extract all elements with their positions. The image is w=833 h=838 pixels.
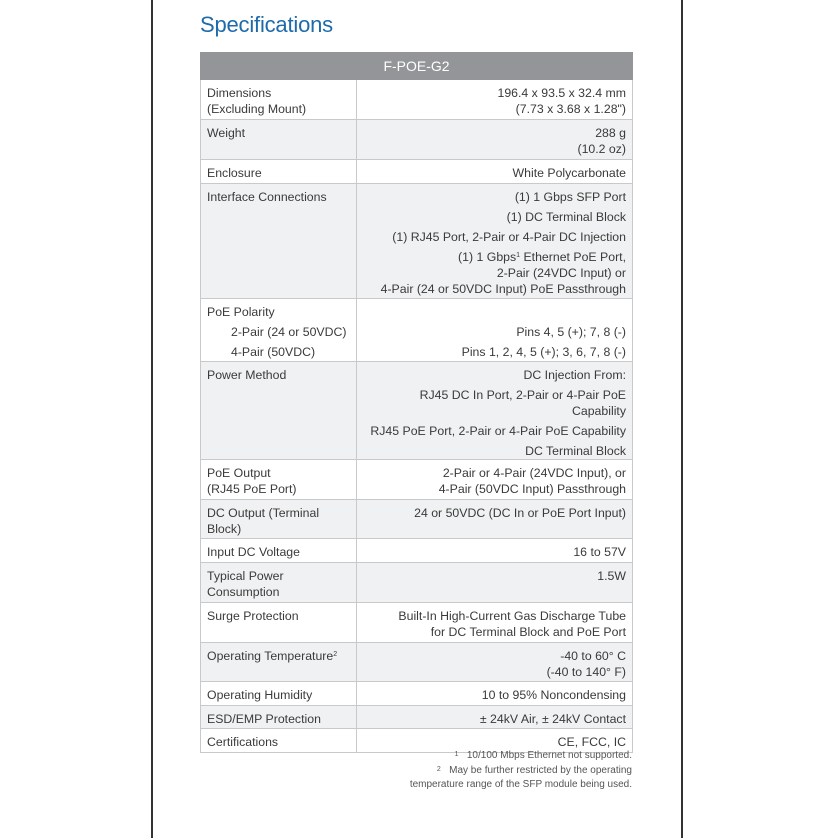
spec-table [200,52,633,753]
row-value: 1.5W [597,569,626,583]
row-value: ± 24kV Air, ± 24kV Contact [479,712,626,726]
row-label: Power Method [207,368,287,382]
row-label: Certifications [207,735,279,749]
row-label: Operating Humidity [207,688,313,702]
row-value: CE, FCC, IC [557,735,626,749]
row-label: Dimensions [207,86,272,100]
row-label: Operating Temperature [207,649,334,663]
table-row [201,539,633,563]
row-label: (Excluding Mount) [207,102,307,116]
row-label: Input DC Voltage [207,545,300,559]
row-value: 4-Pair (50VDC Input) Passthrough [438,482,626,496]
row-value: for DC Terminal Block and PoE Port [430,625,626,639]
row-value: 2-Pair or 4-Pair (24VDC Input), or [442,466,626,480]
row-label: PoE Output [207,466,271,480]
row-value: DC Terminal Block [525,444,626,458]
row-label: Block) [207,522,242,536]
row-value: 2-Pair (24VDC Input) or [496,266,626,280]
table-row [201,563,633,603]
row-value: (-40 to 140° F) [546,665,626,679]
row-label: Interface Connections [207,190,327,204]
row-label: Typical Power [207,569,284,583]
row-value: 16 to 57V [573,545,626,559]
row-value: (10.2 oz) [577,142,626,156]
table-row [201,299,633,362]
row-label: ESD/EMP Protection [207,712,321,726]
row-value: -40 to 60° C [560,649,626,663]
row-value: (1) 1 Gbps SFP Port [514,190,626,204]
row-value: (1) DC Terminal Block [506,210,626,224]
row-value: 4-Pair (24 or 50VDC Input) PoE Passthrough [380,282,626,296]
table-row [201,706,633,729]
table-row [201,460,633,500]
row-value: 196.4 x 93.5 x 32.4 mm [497,86,626,100]
table-row [201,643,633,682]
row-label: Surge Protection [207,609,299,623]
row-value: (1) 1 Gbps [458,250,517,264]
row-value: Ethernet PoE Port, [523,250,626,264]
row-value: 24 or 50VDC (DC In or PoE Port Input) [414,506,626,520]
table-row [201,160,633,184]
row-label: PoE Polarity [207,305,275,319]
footnote-2: $^2$ May be further restricted by the operating temperature range of the SFP module being used. [409,765,632,790]
row-value: Pins 4, 5 (+); 7, 8 (-) [516,325,626,339]
table-row [201,682,633,706]
row-sublabel: 2-Pair (24 or 50VDC) [231,325,347,339]
row-value: Pins 1, 2, 4, 5 (+); 3, 6, 7, 8 (-) [461,345,626,359]
row-value: (7.73 x 3.68 x 1.28") [515,102,626,116]
row-value: White Polycarbonate [512,166,626,180]
row-label: Enclosure [207,166,262,180]
footnote-1: $^1$ 10/100 Mbps Ethernet not supported. [454,750,632,761]
row-label: (RJ45 PoE Port) [207,482,297,496]
row-label: DC Output (Terminal [207,506,320,520]
table-row [201,500,633,539]
row-label: Weight [207,126,246,140]
footnote-ref: 1 [516,252,521,259]
row-value: 288 g [595,126,626,140]
row-value: (1) RJ45 Port, 2-Pair or 4-Pair DC Injection [392,230,626,244]
row-value: Built-In High-Current Gas Discharge Tube [398,609,626,623]
row-value: DC Injection From: [523,368,626,382]
model-header: F-POE-G2 [201,53,633,80]
row-value: RJ45 DC In Port, 2-Pair or 4-Pair PoE Capability [419,388,626,418]
page-title: Specifications [200,12,333,37]
table-row [201,184,633,299]
table-row [201,603,633,643]
row-value: 10 to 95% Noncondensing [481,688,626,702]
table-row [201,362,633,460]
footnote-ref: 2 [333,651,338,658]
row-value: RJ45 PoE Port, 2-Pair or 4-Pair PoE Capability [370,424,626,438]
table-row [201,120,633,160]
table-row [201,80,633,120]
row-sublabel: 4-Pair (50VDC) [231,345,316,359]
row-label: Consumption [207,585,280,599]
